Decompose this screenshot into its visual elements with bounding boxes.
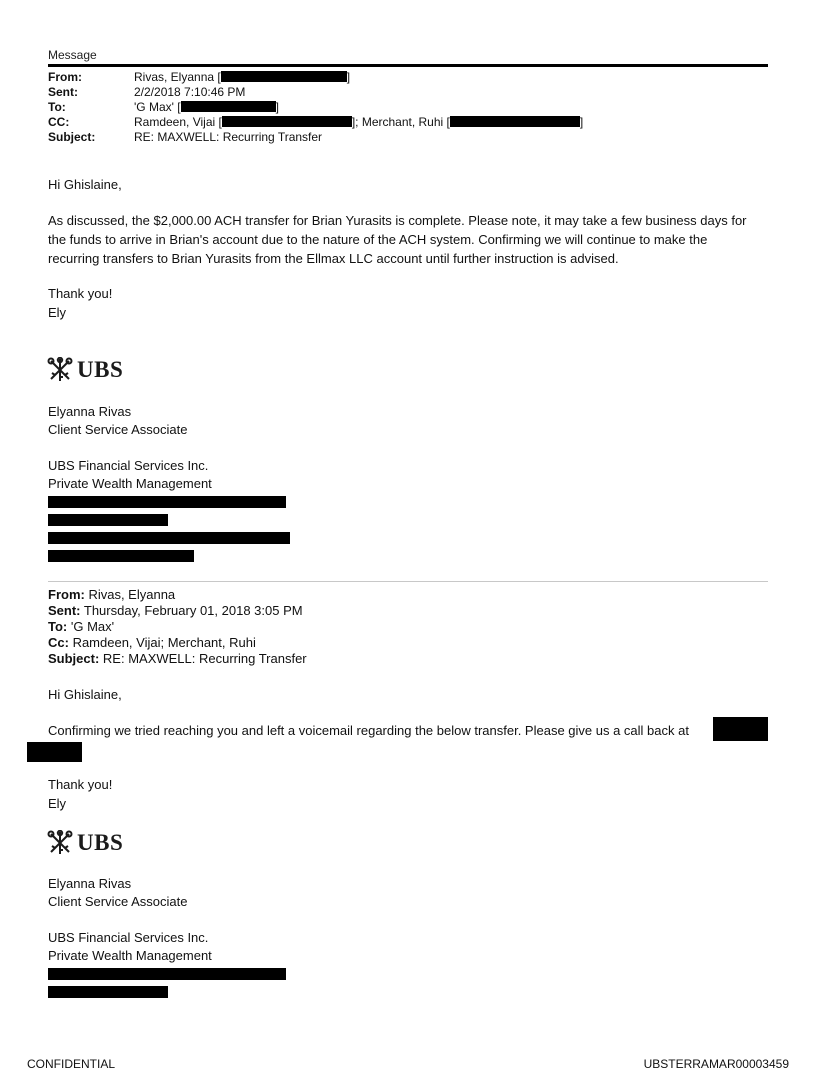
cc-separator: ]; Merchant, Ruhi [ (351, 115, 450, 129)
from-close: ] (346, 70, 351, 84)
sent-label: Sent: (48, 85, 78, 99)
subject-label: Subject: (48, 130, 96, 144)
email1-body-line-3: recurring transfers to Brian Yurasits from the Ellmax LLC account until further instruction is advised. (48, 251, 619, 266)
cc-close: ] (579, 115, 584, 129)
redaction-block (48, 496, 286, 508)
email1-closing-name: Ely (48, 305, 67, 320)
ubs-wordmark: UBS (77, 357, 124, 382)
email2-closing-thanks: Thank you! (48, 777, 113, 792)
redaction-block (713, 717, 768, 741)
ubs-logo (47, 828, 123, 858)
email1-closing (48, 284, 778, 322)
redaction-block (222, 116, 352, 127)
email1-closing-thanks: Thank you! (48, 286, 113, 301)
signature-title: Client Service Associate (48, 422, 188, 437)
redaction-block (48, 968, 286, 980)
signature-division: Private Wealth Management (48, 948, 212, 963)
ubs-wordmark: UBS (77, 830, 124, 855)
email1-body-line-2: the funds to arrive in Brian's account due to the nature of the ACH system. Confirming we will continue to make the (48, 232, 708, 247)
email2-to-label: To: (48, 619, 68, 634)
email2-sent-row (48, 603, 303, 619)
to-label: To: (48, 100, 66, 114)
from-name: Rivas, Elyanna [ (134, 70, 221, 84)
sent-value: 2/2/2018 7:10:46 PM (134, 85, 246, 99)
header-sent-row (48, 85, 768, 100)
header-subject-row (48, 130, 768, 145)
signature-name: Elyanna Rivas (48, 404, 132, 419)
redaction-block (48, 550, 194, 562)
signature-name: Elyanna Rivas (48, 876, 132, 891)
email2-from-label: From: (48, 587, 85, 602)
redaction-block (450, 116, 580, 127)
email1-body-line-1: As discussed, the $2,000.00 ACH transfer for Brian Yurasits is complete. Please note, it may take a few business days for (48, 213, 747, 228)
redaction-block (221, 71, 347, 82)
email2-from-row (48, 587, 175, 603)
email1-signature (48, 403, 187, 439)
ubs-logo (47, 355, 123, 385)
email1-body (48, 211, 778, 268)
redaction-block (27, 742, 82, 762)
signature-company: UBS Financial Services Inc. (48, 930, 209, 945)
ubs-keys-icon (47, 830, 73, 856)
cc-name-1: Ramdeen, Vijai [ (134, 115, 222, 129)
confidential-label: CONFIDENTIAL (27, 1057, 116, 1071)
email2-cc-label: Cc: (48, 635, 69, 650)
email1-greeting: Hi Ghislaine, (48, 177, 122, 192)
email1-company (48, 457, 212, 493)
email2-subject-label: Subject: (48, 651, 100, 666)
email2-cc-row (48, 635, 256, 651)
email2-closing-name: Ely (48, 796, 67, 811)
signature-division: Private Wealth Management (48, 476, 212, 491)
from-label: From: (48, 70, 82, 84)
bates-number: UBSTERRAMAR00003459 (643, 1057, 789, 1071)
subject-value: RE: MAXWELL: Recurring Transfer (134, 130, 323, 144)
signature-title: Client Service Associate (48, 894, 188, 909)
email2-to-row (48, 619, 114, 635)
email2-subject-row (48, 651, 307, 667)
redaction-block (48, 514, 168, 526)
header-to-row (48, 100, 768, 115)
email2-company (48, 929, 212, 965)
email2-body-line-1: Confirming we tried reaching you and left a voicemail regarding the below transfer. Please give us a call back at (48, 723, 689, 738)
email2-from-value: Rivas, Elyanna (84, 587, 176, 602)
reply-divider (48, 581, 768, 582)
redaction-block (48, 986, 168, 998)
email2-sent-label: Sent: (48, 603, 81, 618)
email2-closing (48, 775, 778, 813)
header-divider (48, 64, 768, 67)
email2-to-value: 'G Max' (67, 619, 115, 634)
ubs-keys-icon (47, 357, 73, 383)
to-close: ] (275, 100, 279, 114)
signature-company: UBS Financial Services Inc. (48, 458, 209, 473)
email2-sent-value: Thursday, February 01, 2018 3:05 PM (80, 603, 303, 618)
redaction-block (48, 532, 290, 544)
header-from-row (48, 70, 768, 85)
email2-signature (48, 875, 187, 911)
to-name: 'G Max' [ (134, 100, 181, 114)
email2-subject-value: RE: MAXWELL: Recurring Transfer (99, 651, 307, 666)
email2-greeting: Hi Ghislaine, (48, 687, 122, 702)
message-section-label: Message (48, 48, 97, 62)
header-cc-row (48, 115, 768, 130)
cc-label: CC: (48, 115, 70, 129)
redaction-block (181, 101, 276, 112)
email2-cc-value: Ramdeen, Vijai; Merchant, Ruhi (68, 635, 256, 650)
